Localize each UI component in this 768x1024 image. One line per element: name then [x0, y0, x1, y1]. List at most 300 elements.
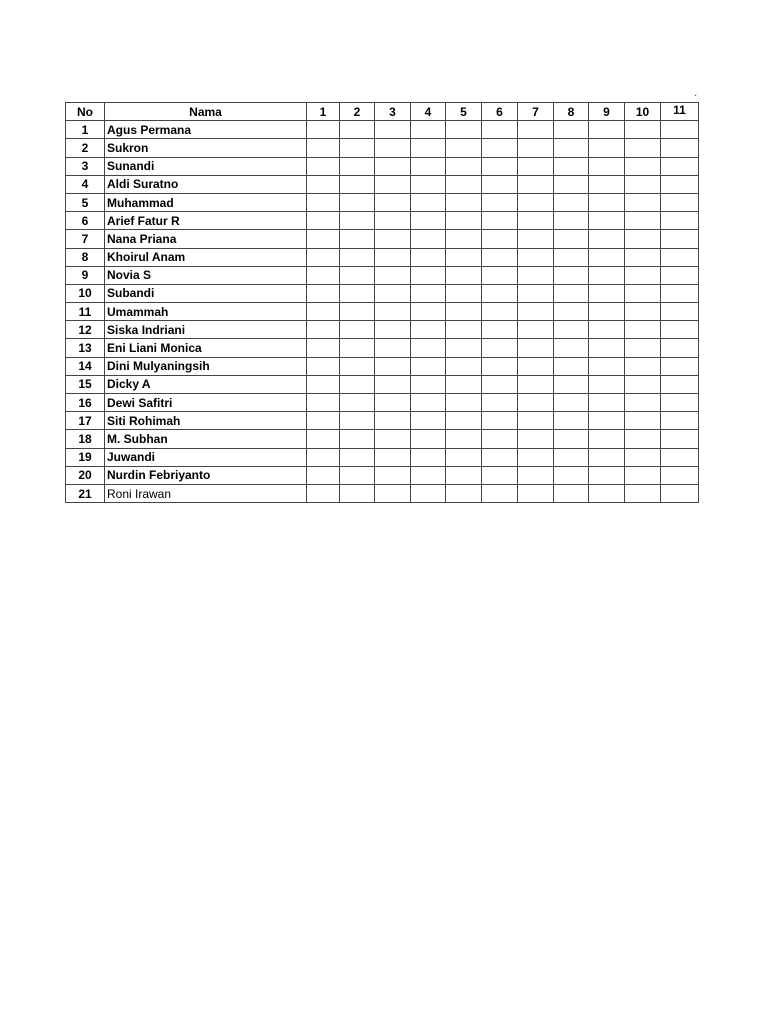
attendance-cell[interactable]: [518, 466, 554, 484]
attendance-cell[interactable]: [589, 212, 625, 230]
attendance-cell[interactable]: [411, 394, 446, 412]
attendance-cell[interactable]: [375, 484, 411, 502]
attendance-cell[interactable]: [411, 448, 446, 466]
attendance-cell[interactable]: [625, 484, 661, 502]
attendance-cell[interactable]: [340, 121, 375, 139]
attendance-cell[interactable]: [482, 212, 518, 230]
attendance-cell[interactable]: [482, 193, 518, 211]
attendance-cell[interactable]: [589, 339, 625, 357]
attendance-cell[interactable]: [482, 230, 518, 248]
attendance-cell[interactable]: [589, 321, 625, 339]
attendance-cell[interactable]: [554, 284, 589, 302]
attendance-cell[interactable]: [518, 484, 554, 502]
attendance-cell[interactable]: [554, 339, 589, 357]
attendance-cell[interactable]: [411, 303, 446, 321]
attendance-cell[interactable]: [375, 430, 411, 448]
attendance-cell[interactable]: [482, 157, 518, 175]
attendance-cell[interactable]: [554, 357, 589, 375]
attendance-cell[interactable]: [625, 266, 661, 284]
student-name: Nurdin Febriyanto: [105, 466, 307, 484]
attendance-cell[interactable]: [340, 484, 375, 502]
attendance-cell[interactable]: [625, 121, 661, 139]
attendance-cell[interactable]: [554, 321, 589, 339]
attendance-cell[interactable]: [518, 394, 554, 412]
row-number: 21: [66, 484, 105, 502]
attendance-cell[interactable]: [589, 357, 625, 375]
table-row: [66, 248, 699, 266]
attendance-cell[interactable]: [625, 375, 661, 393]
table-row: [66, 466, 699, 484]
attendance-cell[interactable]: [340, 266, 375, 284]
attendance-cell[interactable]: [411, 484, 446, 502]
attendance-cell[interactable]: [589, 412, 625, 430]
table-row: [66, 484, 699, 502]
attendance-cell[interactable]: [661, 394, 699, 412]
attendance-cell[interactable]: [625, 448, 661, 466]
attendance-cell[interactable]: [518, 139, 554, 157]
attendance-cell[interactable]: [375, 139, 411, 157]
attendance-cell[interactable]: [411, 321, 446, 339]
table-row: [66, 212, 699, 230]
attendance-cell[interactable]: [307, 357, 340, 375]
student-name: Aldi Suratno: [105, 175, 307, 193]
attendance-cell[interactable]: [375, 230, 411, 248]
attendance-cell[interactable]: [307, 248, 340, 266]
attendance-cell[interactable]: [661, 375, 699, 393]
attendance-cell[interactable]: [446, 303, 482, 321]
attendance-cell[interactable]: [340, 248, 375, 266]
attendance-cell[interactable]: [307, 430, 340, 448]
attendance-cell[interactable]: [661, 157, 699, 175]
attendance-cell[interactable]: [411, 139, 446, 157]
attendance-cell[interactable]: [446, 193, 482, 211]
row-number: 6: [66, 212, 105, 230]
attendance-cell[interactable]: [411, 357, 446, 375]
attendance-cell[interactable]: [446, 430, 482, 448]
attendance-cell[interactable]: [446, 375, 482, 393]
row-number: 7: [66, 230, 105, 248]
table-row: [66, 357, 699, 375]
attendance-cell[interactable]: [589, 157, 625, 175]
attendance-cell[interactable]: [307, 175, 340, 193]
attendance-cell[interactable]: [589, 175, 625, 193]
header-day: 4: [411, 103, 446, 121]
row-number: 18: [66, 430, 105, 448]
attendance-cell[interactable]: [482, 430, 518, 448]
attendance-cell[interactable]: [482, 284, 518, 302]
attendance-cell[interactable]: [482, 139, 518, 157]
corner-mark: ˏ: [694, 86, 697, 96]
attendance-cell[interactable]: [625, 339, 661, 357]
table-row: [66, 175, 699, 193]
table-row: [66, 375, 699, 393]
attendance-cell[interactable]: [307, 484, 340, 502]
attendance-cell[interactable]: [446, 248, 482, 266]
attendance-cell[interactable]: [554, 266, 589, 284]
attendance-cell[interactable]: [554, 248, 589, 266]
attendance-cell[interactable]: [340, 175, 375, 193]
student-name: Sukron: [105, 139, 307, 157]
attendance-cell[interactable]: [307, 394, 340, 412]
attendance-cell[interactable]: [518, 284, 554, 302]
student-name: Siska Indriani: [105, 321, 307, 339]
attendance-cell[interactable]: [446, 484, 482, 502]
attendance-cell[interactable]: [518, 357, 554, 375]
attendance-cell[interactable]: [518, 266, 554, 284]
table-row: [66, 321, 699, 339]
attendance-cell[interactable]: [518, 193, 554, 211]
attendance-cell[interactable]: [375, 375, 411, 393]
attendance-cell[interactable]: [411, 375, 446, 393]
attendance-cell[interactable]: [589, 266, 625, 284]
header-day: 11: [661, 103, 699, 121]
student-name: Siti Rohimah: [105, 412, 307, 430]
attendance-cell[interactable]: [518, 412, 554, 430]
attendance-cell[interactable]: [482, 266, 518, 284]
row-number: 11: [66, 303, 105, 321]
attendance-cell[interactable]: [307, 266, 340, 284]
attendance-cell[interactable]: [625, 394, 661, 412]
attendance-cell[interactable]: [518, 121, 554, 139]
table-row: [66, 339, 699, 357]
attendance-cell[interactable]: [518, 157, 554, 175]
attendance-cell[interactable]: [518, 175, 554, 193]
student-name: Dicky A: [105, 375, 307, 393]
student-name: Eni Liani Monica: [105, 339, 307, 357]
attendance-cell[interactable]: [554, 375, 589, 393]
attendance-cell[interactable]: [625, 466, 661, 484]
attendance-cell[interactable]: [307, 193, 340, 211]
attendance-cell[interactable]: [411, 157, 446, 175]
attendance-cell[interactable]: [554, 303, 589, 321]
attendance-cell[interactable]: [554, 394, 589, 412]
student-name: Subandi: [105, 284, 307, 302]
attendance-cell[interactable]: [307, 412, 340, 430]
attendance-cell[interactable]: [625, 139, 661, 157]
attendance-cell[interactable]: [554, 484, 589, 502]
attendance-cell[interactable]: [307, 448, 340, 466]
attendance-cell[interactable]: [482, 448, 518, 466]
attendance-cell[interactable]: [307, 321, 340, 339]
attendance-cell[interactable]: [446, 448, 482, 466]
attendance-cell[interactable]: [307, 339, 340, 357]
attendance-cell[interactable]: [375, 448, 411, 466]
row-number: 4: [66, 175, 105, 193]
attendance-cell[interactable]: [340, 394, 375, 412]
table-row: [66, 266, 699, 284]
attendance-cell[interactable]: [661, 212, 699, 230]
attendance-cell[interactable]: [589, 193, 625, 211]
attendance-cell[interactable]: [411, 466, 446, 484]
attendance-cell[interactable]: [307, 303, 340, 321]
attendance-cell[interactable]: [375, 248, 411, 266]
attendance-cell[interactable]: [375, 394, 411, 412]
attendance-cell[interactable]: [589, 284, 625, 302]
attendance-cell[interactable]: [589, 230, 625, 248]
student-name: Dewi Safitri: [105, 394, 307, 412]
attendance-cell[interactable]: [589, 375, 625, 393]
row-number: 3: [66, 157, 105, 175]
attendance-cell[interactable]: [661, 412, 699, 430]
attendance-cell[interactable]: [446, 412, 482, 430]
attendance-cell[interactable]: [411, 212, 446, 230]
attendance-cell[interactable]: [661, 193, 699, 211]
header-row: [66, 103, 699, 121]
attendance-cell[interactable]: [340, 448, 375, 466]
attendance-cell[interactable]: [518, 430, 554, 448]
header-day: 10: [625, 103, 661, 121]
attendance-cell[interactable]: [375, 412, 411, 430]
attendance-cell[interactable]: [411, 121, 446, 139]
attendance-cell[interactable]: [554, 230, 589, 248]
attendance-cell[interactable]: [589, 121, 625, 139]
attendance-cell[interactable]: [625, 175, 661, 193]
header-day: 9: [589, 103, 625, 121]
attendance-cell[interactable]: [625, 321, 661, 339]
attendance-cell[interactable]: [375, 266, 411, 284]
attendance-cell[interactable]: [661, 430, 699, 448]
attendance-cell[interactable]: [482, 303, 518, 321]
attendance-cell[interactable]: [589, 448, 625, 466]
table-row: [66, 121, 699, 139]
attendance-cell[interactable]: [554, 212, 589, 230]
attendance-cell[interactable]: [375, 175, 411, 193]
attendance-cell[interactable]: [375, 284, 411, 302]
attendance-cell[interactable]: [446, 284, 482, 302]
attendance-cell[interactable]: [625, 212, 661, 230]
attendance-cell[interactable]: [411, 193, 446, 211]
attendance-cell[interactable]: [518, 212, 554, 230]
attendance-cell[interactable]: [446, 212, 482, 230]
attendance-cell[interactable]: [661, 121, 699, 139]
attendance-cell[interactable]: [625, 303, 661, 321]
attendance-cell[interactable]: [661, 466, 699, 484]
attendance-cell[interactable]: [340, 139, 375, 157]
attendance-cell[interactable]: [625, 193, 661, 211]
student-name: Roni Irawan: [105, 484, 307, 502]
attendance-cell[interactable]: [625, 412, 661, 430]
attendance-cell[interactable]: [589, 484, 625, 502]
attendance-cell[interactable]: [625, 284, 661, 302]
attendance-cell[interactable]: [625, 430, 661, 448]
attendance-cell[interactable]: [446, 266, 482, 284]
attendance-cell[interactable]: [340, 230, 375, 248]
attendance-cell[interactable]: [482, 394, 518, 412]
table-row: [66, 139, 699, 157]
attendance-cell[interactable]: [375, 357, 411, 375]
attendance-table: [65, 102, 699, 503]
table-row: [66, 430, 699, 448]
attendance-cell[interactable]: [375, 157, 411, 175]
attendance-cell[interactable]: [375, 339, 411, 357]
attendance-cell[interactable]: [518, 375, 554, 393]
attendance-cell[interactable]: [661, 357, 699, 375]
row-number: 2: [66, 139, 105, 157]
attendance-cell[interactable]: [661, 284, 699, 302]
attendance-cell[interactable]: [446, 339, 482, 357]
student-name: Muhammad: [105, 193, 307, 211]
attendance-cell[interactable]: [307, 284, 340, 302]
attendance-cell[interactable]: [307, 212, 340, 230]
row-number: 19: [66, 448, 105, 466]
attendance-cell[interactable]: [482, 175, 518, 193]
row-number: 17: [66, 412, 105, 430]
attendance-cell[interactable]: [661, 266, 699, 284]
attendance-cell[interactable]: [340, 321, 375, 339]
attendance-cell[interactable]: [446, 139, 482, 157]
attendance-cell[interactable]: [518, 303, 554, 321]
attendance-cell[interactable]: [307, 230, 340, 248]
student-name: Agus Permana: [105, 121, 307, 139]
attendance-cell[interactable]: [446, 357, 482, 375]
header-day: 3: [375, 103, 411, 121]
attendance-cell[interactable]: [554, 121, 589, 139]
attendance-cell[interactable]: [482, 121, 518, 139]
attendance-cell[interactable]: [375, 121, 411, 139]
attendance-cell[interactable]: [411, 412, 446, 430]
header-day: 1: [307, 103, 340, 121]
attendance-cell[interactable]: [340, 212, 375, 230]
attendance-cell[interactable]: [446, 157, 482, 175]
attendance-cell[interactable]: [589, 394, 625, 412]
row-number: 9: [66, 266, 105, 284]
attendance-cell[interactable]: [661, 484, 699, 502]
attendance-cell[interactable]: [625, 357, 661, 375]
student-name: Arief Fatur R: [105, 212, 307, 230]
attendance-cell[interactable]: [340, 303, 375, 321]
header-day: 7: [518, 103, 554, 121]
attendance-cell[interactable]: [340, 339, 375, 357]
attendance-cell[interactable]: [375, 466, 411, 484]
table-row: [66, 193, 699, 211]
attendance-cell[interactable]: [661, 321, 699, 339]
attendance-cell[interactable]: [375, 212, 411, 230]
attendance-cell[interactable]: [411, 284, 446, 302]
attendance-cell[interactable]: [307, 157, 340, 175]
attendance-cell[interactable]: [446, 394, 482, 412]
attendance-cell[interactable]: [589, 303, 625, 321]
table-row: [66, 394, 699, 412]
attendance-cell[interactable]: [446, 121, 482, 139]
attendance-cell[interactable]: [411, 266, 446, 284]
attendance-cell[interactable]: [446, 175, 482, 193]
attendance-cell[interactable]: [661, 230, 699, 248]
attendance-cell[interactable]: [518, 321, 554, 339]
attendance-cell[interactable]: [340, 412, 375, 430]
table-row: [66, 230, 699, 248]
attendance-cell[interactable]: [518, 339, 554, 357]
attendance-cell[interactable]: [554, 412, 589, 430]
attendance-cell[interactable]: [340, 157, 375, 175]
student-name: Umammah: [105, 303, 307, 321]
attendance-cell[interactable]: [340, 430, 375, 448]
attendance-cell[interactable]: [375, 303, 411, 321]
attendance-cell[interactable]: [482, 357, 518, 375]
attendance-cell[interactable]: [554, 157, 589, 175]
student-name: Juwandi: [105, 448, 307, 466]
attendance-cell[interactable]: [625, 230, 661, 248]
header-day: 2: [340, 103, 375, 121]
attendance-cell[interactable]: [589, 466, 625, 484]
attendance-cell[interactable]: [661, 339, 699, 357]
table-row: [66, 412, 699, 430]
student-name: Dini Mulyaningsih: [105, 357, 307, 375]
attendance-cell[interactable]: [340, 357, 375, 375]
attendance-cell[interactable]: [307, 375, 340, 393]
attendance-cell[interactable]: [482, 412, 518, 430]
table-row: [66, 448, 699, 466]
attendance-cell[interactable]: [482, 321, 518, 339]
attendance-cell[interactable]: [482, 466, 518, 484]
attendance-cell[interactable]: [340, 193, 375, 211]
attendance-cell[interactable]: [446, 230, 482, 248]
attendance-cell[interactable]: [375, 193, 411, 211]
attendance-cell[interactable]: [554, 466, 589, 484]
attendance-cell[interactable]: [411, 430, 446, 448]
attendance-cell[interactable]: [307, 139, 340, 157]
row-number: 15: [66, 375, 105, 393]
attendance-cell[interactable]: [411, 230, 446, 248]
attendance-cell[interactable]: [411, 175, 446, 193]
attendance-cell[interactable]: [518, 448, 554, 466]
attendance-cell[interactable]: [340, 284, 375, 302]
attendance-cell[interactable]: [554, 430, 589, 448]
row-number: 10: [66, 284, 105, 302]
attendance-cell[interactable]: [375, 321, 411, 339]
attendance-cell[interactable]: [661, 139, 699, 157]
attendance-cell[interactable]: [661, 248, 699, 266]
attendance-cell[interactable]: [446, 321, 482, 339]
header-day: 8: [554, 103, 589, 121]
header-nama: Nama: [105, 103, 307, 121]
attendance-cell[interactable]: [518, 248, 554, 266]
header-day: 5: [446, 103, 482, 121]
attendance-cell[interactable]: [518, 230, 554, 248]
student-name: M. Subhan: [105, 430, 307, 448]
student-name: Sunandi: [105, 157, 307, 175]
attendance-cell[interactable]: [589, 248, 625, 266]
row-number: 14: [66, 357, 105, 375]
attendance-cell[interactable]: [661, 175, 699, 193]
row-number: 8: [66, 248, 105, 266]
attendance-cell[interactable]: [554, 175, 589, 193]
attendance-cell[interactable]: [446, 466, 482, 484]
attendance-cell[interactable]: [307, 466, 340, 484]
table-row: [66, 284, 699, 302]
attendance-cell[interactable]: [482, 484, 518, 502]
attendance-cell[interactable]: [482, 375, 518, 393]
attendance-cell[interactable]: [661, 303, 699, 321]
attendance-cell[interactable]: [554, 448, 589, 466]
attendance-cell[interactable]: [307, 121, 340, 139]
attendance-cell[interactable]: [340, 466, 375, 484]
attendance-cell[interactable]: [411, 248, 446, 266]
attendance-cell[interactable]: [625, 248, 661, 266]
table-body: [66, 121, 699, 503]
attendance-cell[interactable]: [482, 248, 518, 266]
attendance-cell[interactable]: [661, 448, 699, 466]
attendance-cell[interactable]: [340, 375, 375, 393]
attendance-cell[interactable]: [589, 430, 625, 448]
attendance-cell[interactable]: [554, 139, 589, 157]
row-number: 5: [66, 193, 105, 211]
attendance-cell[interactable]: [411, 339, 446, 357]
attendance-cell[interactable]: [625, 157, 661, 175]
attendance-cell[interactable]: [554, 193, 589, 211]
row-number: 13: [66, 339, 105, 357]
attendance-cell[interactable]: [482, 339, 518, 357]
attendance-cell[interactable]: [589, 139, 625, 157]
